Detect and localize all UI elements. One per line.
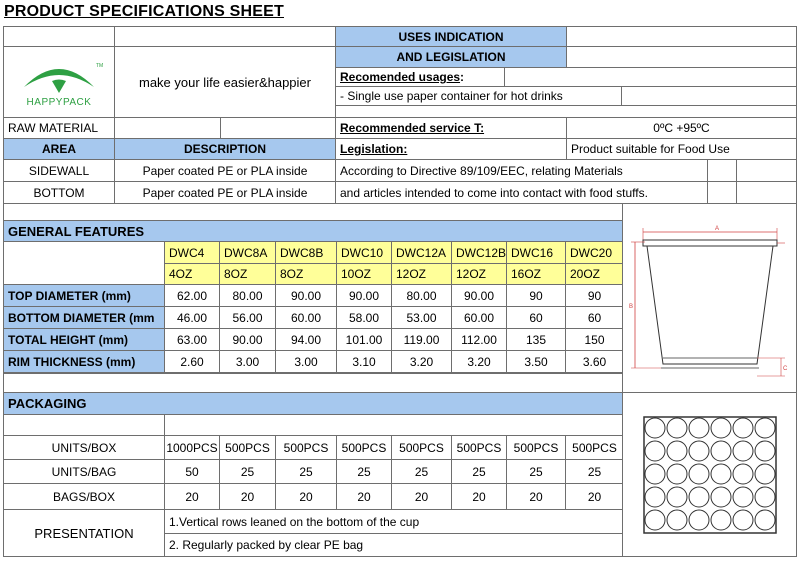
recommended-usages-label: Recomended usages : — [335, 67, 505, 87]
model-code-cell: DWC12B — [451, 241, 507, 264]
blank-cell — [504, 67, 797, 87]
cup-drawing-cell — [622, 203, 797, 393]
service-temp-label: Recommended service T: — [335, 117, 567, 139]
packaging-value-cell: 25 — [565, 459, 624, 484]
sheet-title: PRODUCT SPECIFICATIONS SHEET — [4, 3, 284, 20]
feature-value-cell: 3.00 — [219, 350, 276, 373]
feature-value-cell: 101.00 — [336, 328, 392, 351]
packaging-value-cell: 500PCS — [391, 435, 452, 460]
feature-value-cell: 60.00 — [451, 306, 507, 329]
blank-cell — [621, 86, 797, 106]
feature-value-cell: 3.10 — [336, 350, 392, 373]
raw-material-label: RAW MATERIAL — [3, 117, 115, 139]
feature-value-cell: 2.60 — [164, 350, 220, 373]
feature-value-cell: 80.00 — [391, 284, 452, 307]
packaging-value-cell: 20 — [391, 483, 452, 510]
feature-value-cell: 62.00 — [164, 284, 220, 307]
packaging-value-cell: 500PCS — [565, 435, 624, 460]
blank-cell — [736, 159, 797, 182]
feature-value-cell: 3.50 — [506, 350, 566, 373]
capacity-cell: 16OZ — [506, 263, 566, 285]
capacity-cell: 12OZ — [451, 263, 507, 285]
feature-value-cell: 3.20 — [451, 350, 507, 373]
feature-value-cell: 60 — [506, 306, 566, 329]
dim-a-label: A — [714, 226, 719, 232]
packaging-value-cell: 20 — [451, 483, 507, 510]
packaging-value-cell: 25 — [336, 459, 392, 484]
packaging-value-cell: 25 — [219, 459, 276, 484]
directive-line-1: According to Directive 89/109/EEC, relating Materials — [335, 159, 708, 182]
model-code-cell: DWC4 — [164, 241, 220, 264]
feature-value-cell: 63.00 — [164, 328, 220, 351]
blank-cell — [220, 117, 336, 139]
feature-value-cell: 3.60 — [565, 350, 624, 373]
feature-value-cell: 3.00 — [275, 350, 337, 373]
feature-value-cell: 112.00 — [451, 328, 507, 351]
feature-value-cell: 58.00 — [336, 306, 392, 329]
model-code-cell: DWC8A — [219, 241, 276, 264]
legislation-header: AND LEGISLATION — [335, 46, 567, 68]
model-code-cell: DWC10 — [336, 241, 392, 264]
packaging-value-cell: 25 — [506, 459, 566, 484]
packaging-value-cell: 50 — [164, 459, 220, 484]
capacity-cell: 8OZ — [219, 263, 276, 285]
packaging-value-cell: 20 — [336, 483, 392, 510]
packaging-value-cell: 500PCS — [275, 435, 337, 460]
blank-cell — [707, 159, 737, 182]
packaging-value-cell: 20 — [164, 483, 220, 510]
capacity-cell: 10OZ — [336, 263, 392, 285]
general-features-header: GENERAL FEATURES — [3, 220, 623, 242]
packaging-value-cell: 20 — [565, 483, 624, 510]
packaging-value-cell: 500PCS — [451, 435, 507, 460]
directive-line-2: and articles intended to come into contact with food stuffs. — [335, 181, 708, 204]
description-header: DESCRIPTION — [114, 138, 336, 160]
feature-value-cell: 46.00 — [164, 306, 220, 329]
model-code-cell: DWC16 — [506, 241, 566, 264]
feature-value-cell: 119.00 — [391, 328, 452, 351]
blank-cell — [3, 26, 115, 47]
packaging-value-cell: 500PCS — [219, 435, 276, 460]
packaging-row-label: UNITS/BAG — [3, 459, 165, 484]
packaging-value-cell: 20 — [275, 483, 337, 510]
service-temp-value: 0ºC +95ºC — [566, 117, 797, 139]
packaging-value-cell: 500PCS — [506, 435, 566, 460]
feature-row-label: BOTTOM DIAMETER (mm — [3, 306, 165, 329]
blank-cell — [114, 26, 336, 47]
packaging-value-cell: 500PCS — [336, 435, 392, 460]
packaging-value-cell: 20 — [506, 483, 566, 510]
presentation-label: PRESENTATION — [3, 509, 165, 557]
legislation-value: Product suitable for Food Use — [566, 138, 797, 160]
feature-value-cell: 90.00 — [451, 284, 507, 307]
packaging-value-cell: 20 — [219, 483, 276, 510]
packaging-value-cell: 25 — [275, 459, 337, 484]
feature-value-cell: 53.00 — [391, 306, 452, 329]
capacity-cell: 12OZ — [391, 263, 452, 285]
model-code-cell: DWC12A — [391, 241, 452, 264]
blank-cell — [566, 26, 797, 47]
legislation-label: Legislation: — [335, 138, 567, 160]
svg-text:TM: TM — [96, 62, 104, 69]
packaging-value-cell: 25 — [451, 459, 507, 484]
spacer-row — [3, 203, 623, 221]
description-sidewall: Paper coated PE or PLA inside — [114, 159, 336, 182]
capacity-cell: 8OZ — [275, 263, 337, 285]
description-bottom: Paper coated PE or PLA inside — [114, 181, 336, 204]
dim-c-label: C — [782, 366, 787, 372]
feature-row-label: TOTAL HEIGHT (mm) — [3, 328, 165, 351]
feature-value-cell: 60.00 — [275, 306, 337, 329]
area-sidewall: SIDEWALL — [3, 159, 115, 182]
presentation-line-1: 1.Vertical rows leaned on the bottom of the cup — [164, 509, 623, 534]
blank-cell — [3, 241, 165, 285]
feature-value-cell: 56.00 — [219, 306, 276, 329]
tagline: make your life easier&happier — [114, 46, 336, 118]
blank-cell — [707, 181, 737, 204]
box-drawing-cell — [622, 392, 797, 557]
model-code-cell: DWC8B — [275, 241, 337, 264]
cup-dimension-drawing — [625, 206, 795, 390]
packaging-row-label: BAGS/BOX — [3, 483, 165, 510]
feature-value-cell: 90 — [565, 284, 624, 307]
feature-value-cell: 90.00 — [219, 328, 276, 351]
blank-cell — [736, 181, 797, 204]
feature-row-label: TOP DIAMETER (mm) — [3, 284, 165, 307]
capacity-cell: 4OZ — [164, 263, 220, 285]
recommended-usages-value: - Single use paper container for hot drinks — [335, 86, 622, 106]
model-code-cell: DWC20 — [565, 241, 624, 264]
feature-value-cell: 60 — [565, 306, 624, 329]
logo-text: HAPPYPACK — [26, 96, 92, 108]
blank-cell — [3, 414, 165, 436]
packaging-header: PACKAGING — [3, 392, 623, 415]
feature-value-cell: 150 — [565, 328, 624, 351]
happypack-logo-icon — [14, 57, 104, 99]
presentation-line-2: 2. Regularly packed by clear PE bag — [164, 533, 623, 557]
uses-header: USES INDICATION — [335, 26, 567, 47]
blank-cell — [566, 46, 797, 68]
packaging-value-cell: 1000PCS — [164, 435, 220, 460]
feature-value-cell: 80.00 — [219, 284, 276, 307]
feature-value-cell: 90.00 — [275, 284, 337, 307]
area-header: AREA — [3, 138, 115, 160]
feature-value-cell: 90.00 — [336, 284, 392, 307]
capacity-cell: 20OZ — [565, 263, 624, 285]
feature-value-cell: 3.20 — [391, 350, 452, 373]
blank-cell — [164, 414, 623, 436]
feature-row-label: RIM THICKNESS (mm) — [3, 350, 165, 373]
packing-box-top-view — [643, 416, 777, 534]
packaging-row-label: UNITS/BOX — [3, 435, 165, 460]
dim-b-label: B — [628, 304, 633, 310]
packaging-value-cell: 25 — [391, 459, 452, 484]
feature-value-cell: 90 — [506, 284, 566, 307]
area-bottom: BOTTOM — [3, 181, 115, 204]
feature-value-cell: 94.00 — [275, 328, 337, 351]
blank-cell — [114, 117, 221, 139]
spacer-row — [3, 373, 623, 393]
logo-cell — [3, 46, 115, 118]
feature-value-cell: 135 — [506, 328, 566, 351]
